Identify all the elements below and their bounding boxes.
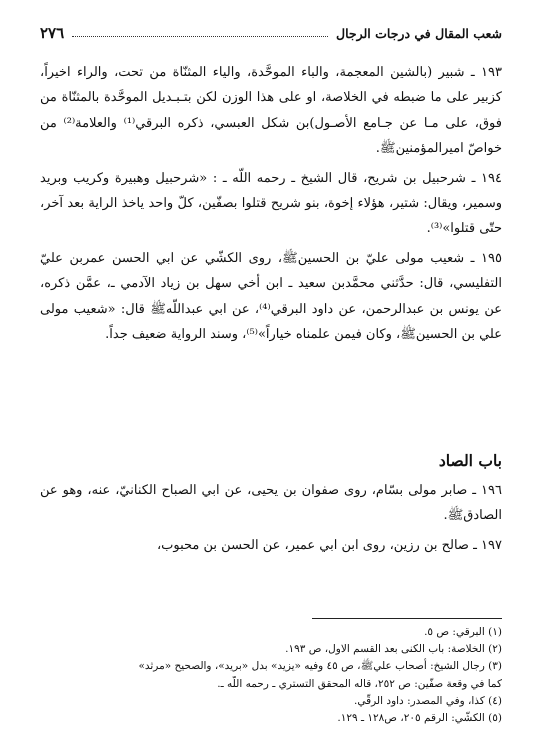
page-header <box>40 22 502 44</box>
main-text-bottom <box>40 478 502 558</box>
running-title: شعب المقال في درجات الرجال <box>335 25 502 41</box>
entry-196: ١٩٦ ـ صابر مولى بسّام، روى صفوان بن يحيى، عن ابي الصباح الكنانيّ، عنه، وهو عن الصادقﷺ. <box>40 483 502 524</box>
footnote-divider <box>312 618 502 619</box>
footnote-5: (٥) الكشّي: الرقم ٢٠٥، ص١٢٨ ـ ١٢٩. <box>337 712 502 725</box>
entry-195: ١٩٥ ـ شعيب مولى عليّ بن الحسينﷺ، روى الكشّي عن ابي الحسن عمربن عليّ التفليسي، قال: حدَّثني محمَّدبن سعيد ـ ابن أخي سهل بن زياد الآدمي ـ، عمَّن ذكره، عن يونس بن عبدالرحمن، عن داود البرقي⁽⁴⁾، عن ابي عبداللّهﷺ قال: «شعيب مولى علي بن الحسينﷺ، وكان فيمن علمناه خياراً»⁽⁵⁾، وسند الرواية ضعيف جداً. <box>40 250 502 343</box>
page-number: ٢٧٦ <box>40 24 65 42</box>
footnote-2: (٢) الخلاصة: باب الكنى بعد القسم الاول، ص ١٩٣. <box>285 643 502 656</box>
entry-197: ١٩٧ ـ صالح بن رزين، روى ابن ابي عمير، عن الحسن بن محبوب، <box>156 537 502 553</box>
footnote-4: (٤) كذا، وفي المصدر: داود الرقّي. <box>354 694 502 707</box>
footnote-1: (١) البرقي: ص ٥. <box>424 626 502 638</box>
footnote-3-continued: كما في وقعة صفّين: ص ٢٥٢، قاله المحقق التستري ـ رحمه اللّه ـ. <box>217 677 502 690</box>
footnote-3: (٣) رجال الشيخ: أصحاب عليﷺ، ص ٤٥ وفيه «يزيد» بدل «بريد»، والصحيح «مرثد» <box>138 660 502 673</box>
entry-194: ١٩٤ ـ شرحبيل بن شريح، قال الشيخ ـ رحمه اللّه ـ : «شرحبيل وهبيرة وكريب وبريد وسمير، ويقال: شتير، هؤلاء إخوة، بنو شريح قتلوا بصفّين، كلّ واحد ياخذ الراية بعد آخر، حتّى قتلوا»⁽³⁾. <box>40 170 502 237</box>
entry-193: ١٩٣ ـ شبير (بالشين المعجمة، والباء الموحَّدة، والياء المثنّاة من تحت، والراء اخيراً، كزبير على ما ضبطه في الخلاصة، او على هذا الوزن لكن بتـبـديل الموحَّدة بالمثنّاة من فوق، على مـا عن جـامع الأصـول)بن شكل العبسي، ذكره البرقي⁽¹⁾ والعلامة⁽²⁾ من خواصّ اميرالمؤمنينﷺ. <box>40 65 502 157</box>
header-dotted-leader <box>72 36 328 37</box>
footnotes <box>40 624 502 727</box>
main-text-top <box>40 60 502 347</box>
section-heading: باب الصاد <box>438 451 502 470</box>
